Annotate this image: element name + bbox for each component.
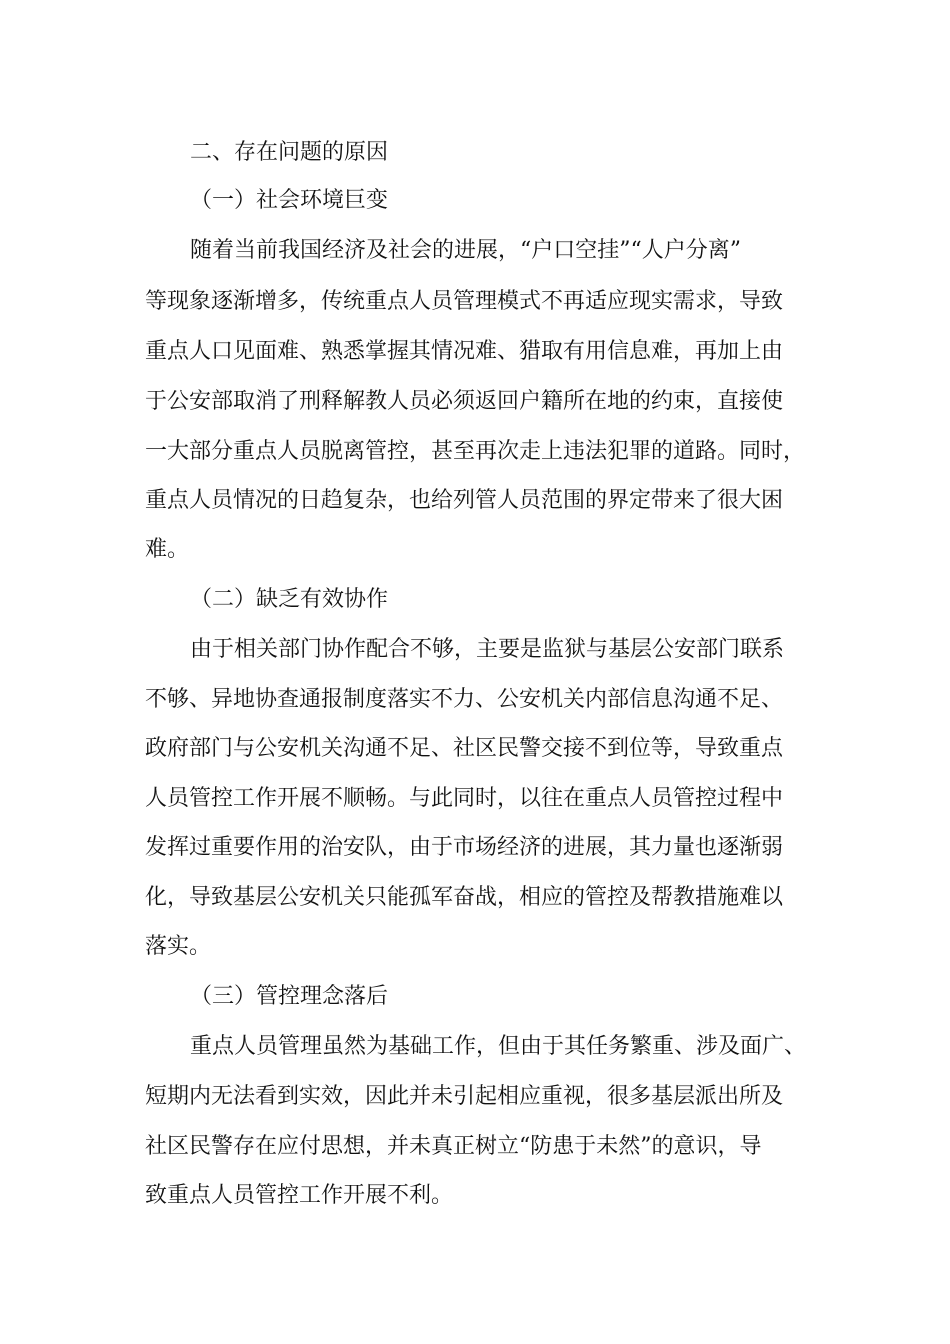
paragraph-line: 不够、异地协查通报制度落实不力、公安机关内部信息沟通不足、 — [145, 687, 784, 712]
paragraph-line: 由于相关部门协作配合不够，主要是监狱与基层公安部门联系 — [190, 637, 785, 662]
paragraph-line: 落实。 — [145, 934, 212, 959]
paragraph-line: 等现象逐渐增多，传统重点人员管理模式不再适应现实需求，导致 — [145, 289, 784, 314]
paragraph-line: 致重点人员管控工作开展不利。 — [145, 1183, 454, 1208]
paragraph-line: 短期内无法看到实效，因此并未引起相应重视，很多基层派出所及 — [145, 1084, 784, 1109]
paragraph-line: 随着当前我国经济及社会的进展，“户口空挂”“人户分离” — [190, 238, 741, 263]
paragraph-line: 重点人口见面难、熟悉掌握其情况难、猎取有用信息难，再加上由 — [145, 339, 784, 364]
section-heading: 二、存在问题的原因 — [190, 140, 389, 165]
paragraph-line: 社区民警存在应付思想，并未真正树立“防患于未然”的意识，导 — [145, 1134, 762, 1159]
paragraph-line: 重点人员管理虽然为基础工作，但由于其任务繁重、涉及面广、 — [190, 1034, 807, 1059]
paragraph-line: 难。 — [145, 537, 190, 562]
paragraph-line: 化，导致基层公安机关只能孤军奋战，相应的管控及帮教措施难以 — [145, 885, 784, 910]
paragraph-line: 一大部分重点人员脱离管控，甚至再次走上违法犯罪的道路。同时， — [145, 439, 806, 464]
subsection-heading: （三）管控理念落后 — [190, 984, 389, 1009]
subsection-heading: （二）缺乏有效协作 — [190, 587, 389, 612]
paragraph-line: 人员管控工作开展不顺畅。与此同时，以往在重点人员管控过程中 — [145, 786, 784, 811]
subsection-heading: （一）社会环境巨变 — [190, 188, 389, 213]
paragraph-line: 发挥过重要作用的治安队，由于市场经济的进展，其力量也逐渐弱 — [145, 835, 784, 860]
paragraph-line: 政府部门与公安机关沟通不足、社区民警交接不到位等，导致重点 — [145, 736, 784, 761]
paragraph-line: 重点人员情况的日趋复杂，也给列管人员范围的界定带来了很大困 — [145, 488, 784, 513]
paragraph-line: 于公安部取消了刑释解教人员必须返回户籍所在地的约束，直接使 — [145, 389, 784, 414]
